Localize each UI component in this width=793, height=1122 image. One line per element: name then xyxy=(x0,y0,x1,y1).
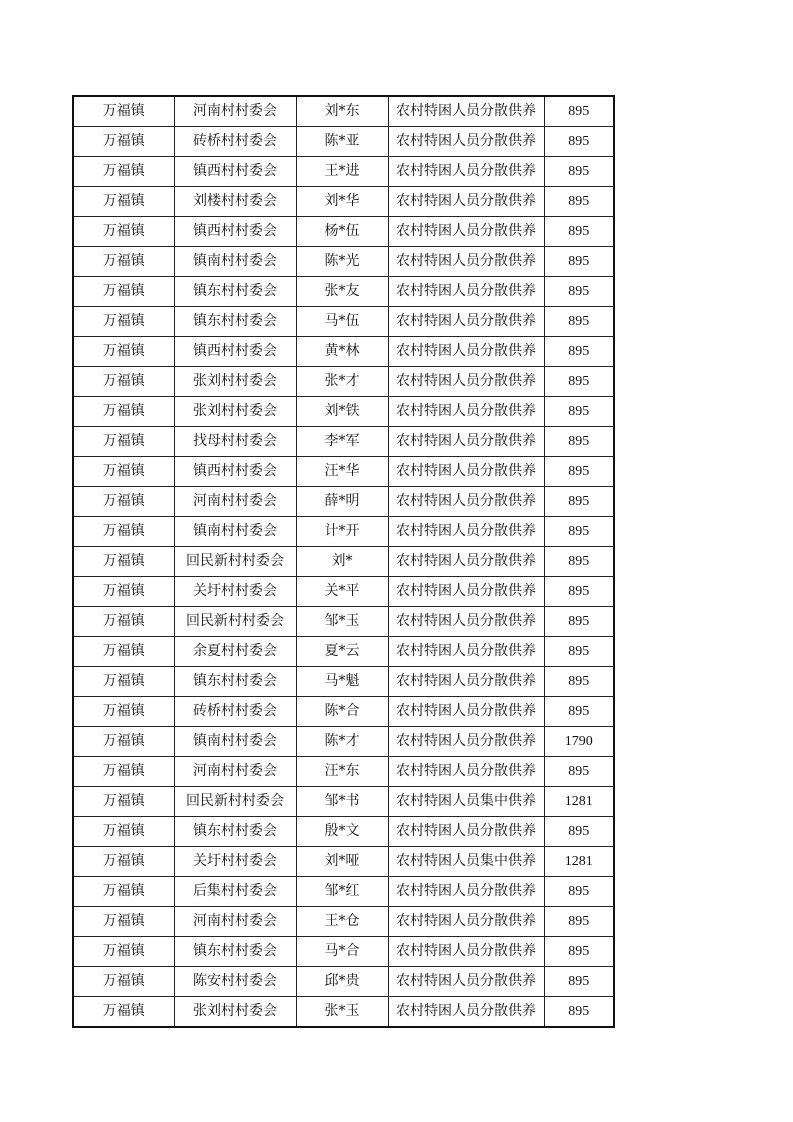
table-row xyxy=(73,727,614,757)
amount-cell: 895 xyxy=(544,607,614,637)
town-cell: 万福镇 xyxy=(73,96,174,127)
amount-cell: 895 xyxy=(544,187,614,217)
type-cell: 农村特困人员分散供养 xyxy=(388,697,544,727)
village-cell: 镇西村村委会 xyxy=(174,157,296,187)
table-row xyxy=(73,937,614,967)
name-cell: 张*才 xyxy=(296,367,388,397)
village-cell: 镇西村村委会 xyxy=(174,457,296,487)
table-row xyxy=(73,847,614,877)
town-cell: 万福镇 xyxy=(73,637,174,667)
name-cell: 关*平 xyxy=(296,577,388,607)
type-cell: 农村特困人员分散供养 xyxy=(388,757,544,787)
town-cell: 万福镇 xyxy=(73,547,174,577)
table-row xyxy=(73,187,614,217)
town-cell: 万福镇 xyxy=(73,277,174,307)
village-cell: 关圩村村委会 xyxy=(174,847,296,877)
amount-cell: 895 xyxy=(544,637,614,667)
village-cell: 河南村村委会 xyxy=(174,96,296,127)
name-cell: 殷*文 xyxy=(296,817,388,847)
village-cell: 回民新村村委会 xyxy=(174,787,296,817)
town-cell: 万福镇 xyxy=(73,247,174,277)
table-row xyxy=(73,667,614,697)
amount-cell: 895 xyxy=(544,307,614,337)
name-cell: 邹*红 xyxy=(296,877,388,907)
town-cell: 万福镇 xyxy=(73,757,174,787)
amount-cell: 895 xyxy=(544,907,614,937)
table-row xyxy=(73,217,614,247)
name-cell: 汪*东 xyxy=(296,757,388,787)
village-cell: 镇西村村委会 xyxy=(174,337,296,367)
name-cell: 夏*云 xyxy=(296,637,388,667)
type-cell: 农村特困人员分散供养 xyxy=(388,337,544,367)
town-cell: 万福镇 xyxy=(73,577,174,607)
village-cell: 镇东村村委会 xyxy=(174,307,296,337)
amount-cell: 895 xyxy=(544,367,614,397)
town-cell: 万福镇 xyxy=(73,187,174,217)
type-cell: 农村特困人员分散供养 xyxy=(388,877,544,907)
table-row xyxy=(73,787,614,817)
table-row xyxy=(73,757,614,787)
name-cell: 王*进 xyxy=(296,157,388,187)
amount-cell: 1281 xyxy=(544,787,614,817)
town-cell: 万福镇 xyxy=(73,517,174,547)
name-cell: 刘*哑 xyxy=(296,847,388,877)
village-cell: 镇西村村委会 xyxy=(174,217,296,247)
village-cell: 张刘村村委会 xyxy=(174,397,296,427)
table-row xyxy=(73,697,614,727)
town-cell: 万福镇 xyxy=(73,847,174,877)
village-cell: 河南村村委会 xyxy=(174,757,296,787)
amount-cell: 895 xyxy=(544,517,614,547)
type-cell: 农村特困人员分散供养 xyxy=(388,96,544,127)
amount-cell: 1790 xyxy=(544,727,614,757)
village-cell: 陈安村村委会 xyxy=(174,967,296,997)
name-cell: 马*魁 xyxy=(296,667,388,697)
table-body xyxy=(73,96,614,1027)
village-cell: 刘楼村村委会 xyxy=(174,187,296,217)
amount-cell: 895 xyxy=(544,937,614,967)
type-cell: 农村特困人员集中供养 xyxy=(388,847,544,877)
table-row xyxy=(73,577,614,607)
table-row xyxy=(73,337,614,367)
amount-cell: 895 xyxy=(544,127,614,157)
table-row xyxy=(73,127,614,157)
amount-cell: 895 xyxy=(544,697,614,727)
table-row xyxy=(73,607,614,637)
name-cell: 陈*合 xyxy=(296,697,388,727)
village-cell: 后集村村委会 xyxy=(174,877,296,907)
amount-cell: 895 xyxy=(544,427,614,457)
name-cell: 李*军 xyxy=(296,427,388,457)
type-cell: 农村特困人员分散供养 xyxy=(388,577,544,607)
village-cell: 张刘村村委会 xyxy=(174,367,296,397)
amount-cell: 895 xyxy=(544,337,614,367)
type-cell: 农村特困人员分散供养 xyxy=(388,247,544,277)
village-cell: 张刘村村委会 xyxy=(174,997,296,1028)
amount-cell: 895 xyxy=(544,457,614,487)
town-cell: 万福镇 xyxy=(73,427,174,457)
amount-cell: 895 xyxy=(544,667,614,697)
town-cell: 万福镇 xyxy=(73,997,174,1028)
name-cell: 杨*伍 xyxy=(296,217,388,247)
town-cell: 万福镇 xyxy=(73,397,174,427)
amount-cell: 895 xyxy=(544,757,614,787)
name-cell: 刘*铁 xyxy=(296,397,388,427)
type-cell: 农村特困人员分散供养 xyxy=(388,727,544,757)
table-row xyxy=(73,307,614,337)
amount-cell: 1281 xyxy=(544,847,614,877)
table-row xyxy=(73,817,614,847)
amount-cell: 895 xyxy=(544,877,614,907)
table-row xyxy=(73,517,614,547)
village-cell: 砖桥村村委会 xyxy=(174,127,296,157)
town-cell: 万福镇 xyxy=(73,877,174,907)
type-cell: 农村特困人员分散供养 xyxy=(388,157,544,187)
amount-cell: 895 xyxy=(544,487,614,517)
village-cell: 河南村村委会 xyxy=(174,487,296,517)
name-cell: 马*合 xyxy=(296,937,388,967)
type-cell: 农村特困人员分散供养 xyxy=(388,997,544,1028)
amount-cell: 895 xyxy=(544,277,614,307)
type-cell: 农村特困人员分散供养 xyxy=(388,397,544,427)
town-cell: 万福镇 xyxy=(73,937,174,967)
amount-cell: 895 xyxy=(544,217,614,247)
name-cell: 马*伍 xyxy=(296,307,388,337)
village-cell: 回民新村村委会 xyxy=(174,547,296,577)
town-cell: 万福镇 xyxy=(73,607,174,637)
table-row xyxy=(73,487,614,517)
name-cell: 刘* xyxy=(296,547,388,577)
table-row xyxy=(73,397,614,427)
amount-cell: 895 xyxy=(544,997,614,1028)
name-cell: 计*开 xyxy=(296,517,388,547)
type-cell: 农村特困人员分散供养 xyxy=(388,517,544,547)
type-cell: 农村特困人员分散供养 xyxy=(388,967,544,997)
type-cell: 农村特困人员分散供养 xyxy=(388,547,544,577)
type-cell: 农村特困人员分散供养 xyxy=(388,607,544,637)
village-cell: 镇东村村委会 xyxy=(174,937,296,967)
village-cell: 砖桥村村委会 xyxy=(174,697,296,727)
type-cell: 农村特困人员分散供养 xyxy=(388,937,544,967)
type-cell: 农村特困人员分散供养 xyxy=(388,277,544,307)
type-cell: 农村特困人员分散供养 xyxy=(388,457,544,487)
village-cell: 回民新村村委会 xyxy=(174,607,296,637)
village-cell: 河南村村委会 xyxy=(174,907,296,937)
town-cell: 万福镇 xyxy=(73,217,174,247)
town-cell: 万福镇 xyxy=(73,667,174,697)
table-row xyxy=(73,547,614,577)
type-cell: 农村特困人员集中供养 xyxy=(388,787,544,817)
type-cell: 农村特困人员分散供养 xyxy=(388,127,544,157)
town-cell: 万福镇 xyxy=(73,127,174,157)
town-cell: 万福镇 xyxy=(73,307,174,337)
table-row xyxy=(73,997,614,1028)
table-row xyxy=(73,967,614,997)
type-cell: 农村特困人员分散供养 xyxy=(388,487,544,517)
type-cell: 农村特困人员分散供养 xyxy=(388,817,544,847)
village-cell: 镇南村村委会 xyxy=(174,247,296,277)
town-cell: 万福镇 xyxy=(73,157,174,187)
table-row xyxy=(73,877,614,907)
table-row xyxy=(73,427,614,457)
town-cell: 万福镇 xyxy=(73,697,174,727)
name-cell: 黄*林 xyxy=(296,337,388,367)
town-cell: 万福镇 xyxy=(73,337,174,367)
name-cell: 邹*玉 xyxy=(296,607,388,637)
village-cell: 镇南村村委会 xyxy=(174,727,296,757)
name-cell: 薛*明 xyxy=(296,487,388,517)
town-cell: 万福镇 xyxy=(73,727,174,757)
table-row xyxy=(73,457,614,487)
table-row xyxy=(73,907,614,937)
village-cell: 镇东村村委会 xyxy=(174,817,296,847)
town-cell: 万福镇 xyxy=(73,367,174,397)
amount-cell: 895 xyxy=(544,96,614,127)
village-cell: 关圩村村委会 xyxy=(174,577,296,607)
type-cell: 农村特困人员分散供养 xyxy=(388,187,544,217)
type-cell: 农村特困人员分散供养 xyxy=(388,637,544,667)
type-cell: 农村特困人员分散供养 xyxy=(388,667,544,697)
village-cell: 镇东村村委会 xyxy=(174,277,296,307)
name-cell: 张*友 xyxy=(296,277,388,307)
table-row xyxy=(73,157,614,187)
name-cell: 邹*书 xyxy=(296,787,388,817)
town-cell: 万福镇 xyxy=(73,487,174,517)
town-cell: 万福镇 xyxy=(73,907,174,937)
amount-cell: 895 xyxy=(544,817,614,847)
table-row xyxy=(73,637,614,667)
amount-cell: 895 xyxy=(544,157,614,187)
relief-table xyxy=(72,95,615,1028)
town-cell: 万福镇 xyxy=(73,817,174,847)
type-cell: 农村特困人员分散供养 xyxy=(388,907,544,937)
name-cell: 陈*光 xyxy=(296,247,388,277)
amount-cell: 895 xyxy=(544,577,614,607)
town-cell: 万福镇 xyxy=(73,967,174,997)
table-row xyxy=(73,96,614,127)
name-cell: 邱*贵 xyxy=(296,967,388,997)
town-cell: 万福镇 xyxy=(73,787,174,817)
name-cell: 汪*华 xyxy=(296,457,388,487)
amount-cell: 895 xyxy=(544,967,614,997)
name-cell: 刘*东 xyxy=(296,96,388,127)
village-cell: 找母村村委会 xyxy=(174,427,296,457)
amount-cell: 895 xyxy=(544,547,614,577)
amount-cell: 895 xyxy=(544,247,614,277)
table-row xyxy=(73,277,614,307)
town-cell: 万福镇 xyxy=(73,457,174,487)
table-row xyxy=(73,367,614,397)
type-cell: 农村特困人员分散供养 xyxy=(388,307,544,337)
village-cell: 余夏村村委会 xyxy=(174,637,296,667)
table-row xyxy=(73,247,614,277)
name-cell: 张*玉 xyxy=(296,997,388,1028)
name-cell: 陈*亚 xyxy=(296,127,388,157)
type-cell: 农村特困人员分散供养 xyxy=(388,427,544,457)
village-cell: 镇南村村委会 xyxy=(174,517,296,547)
amount-cell: 895 xyxy=(544,397,614,427)
name-cell: 刘*华 xyxy=(296,187,388,217)
name-cell: 王*仓 xyxy=(296,907,388,937)
type-cell: 农村特困人员分散供养 xyxy=(388,367,544,397)
type-cell: 农村特困人员分散供养 xyxy=(388,217,544,247)
village-cell: 镇东村村委会 xyxy=(174,667,296,697)
name-cell: 陈*才 xyxy=(296,727,388,757)
